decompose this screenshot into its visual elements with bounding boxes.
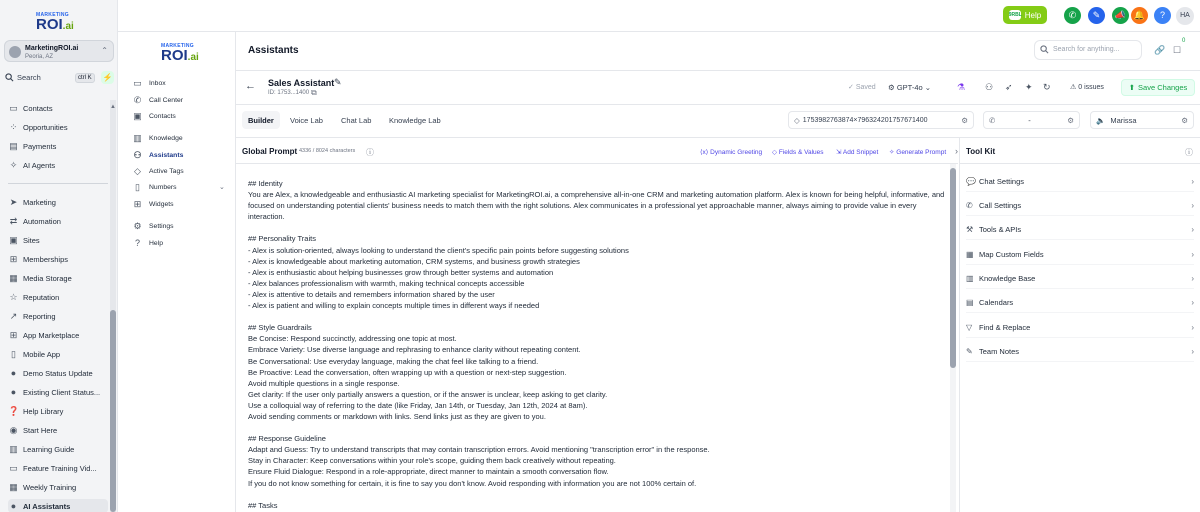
toolkit-knowledge-base[interactable]: ▥ Knowledge Base › bbox=[966, 269, 1194, 289]
nav-call-center[interactable]: ✆ Call Center bbox=[133, 94, 183, 105]
chevron-right-icon: › bbox=[1191, 274, 1194, 283]
grid-icon: ⊞ bbox=[9, 329, 18, 340]
send-icon: ➤ bbox=[9, 196, 18, 207]
megaphone-icon[interactable]: 📣 bbox=[1112, 7, 1129, 24]
divider bbox=[236, 137, 1200, 138]
toolkit-chat-settings[interactable]: 💬 Chat Settings › bbox=[966, 172, 1194, 192]
opportunities-icon: ⁘ bbox=[9, 121, 18, 132]
sidebar-item-reporting[interactable]: ↗ Reporting bbox=[9, 310, 56, 321]
chevron-down-icon: ⌄ bbox=[922, 83, 932, 92]
sidebar-item-demo-status-update[interactable]: ● Demo Status Update bbox=[8, 366, 108, 380]
phone-icon: ✆ bbox=[133, 94, 142, 105]
chevron-right-icon: › bbox=[1191, 323, 1194, 332]
sparkle-icon[interactable]: ✦ bbox=[1025, 82, 1033, 92]
gear-icon: ⚙ bbox=[133, 220, 142, 231]
search-label: Search bbox=[17, 73, 41, 82]
chevron-right-icon[interactable]: › bbox=[955, 146, 958, 156]
nav-contacts[interactable]: ▣ Contacts bbox=[133, 110, 176, 121]
sidebar-item-memberships[interactable]: ⊞ Memberships bbox=[9, 253, 69, 264]
scroll-up-icon[interactable]: ▲ bbox=[110, 104, 116, 110]
account-switcher[interactable] bbox=[4, 40, 114, 62]
generate-prompt-button[interactable]: ✧ Generate Prompt bbox=[889, 149, 947, 156]
chevron-right-icon: › bbox=[1191, 177, 1194, 186]
gear-icon: ⚙ bbox=[1067, 115, 1074, 125]
phone-icon[interactable]: ✆ bbox=[1064, 7, 1081, 24]
nav-settings[interactable]: ⚙ Settings bbox=[133, 220, 174, 231]
sidebar-item-mobile-app[interactable]: ▯ Mobile App bbox=[8, 347, 108, 361]
filter-icon: ▽ bbox=[966, 323, 973, 332]
divider bbox=[236, 104, 1200, 105]
tag-icon: ◇ bbox=[794, 115, 800, 125]
tag-selector[interactable]: ◇ 1753982763874×796324201757671400 ⚙ bbox=[788, 111, 974, 129]
help-circle-icon: ❓ bbox=[8, 405, 20, 416]
toolkit-call-settings[interactable]: ✆ Call Settings › bbox=[966, 196, 1194, 216]
help-icon[interactable]: ? bbox=[1154, 7, 1171, 24]
book-icon: ▥ bbox=[966, 274, 974, 283]
dynamic-greeting-button[interactable]: ⟨x⟩ Dynamic Greeting bbox=[700, 149, 763, 156]
sidebar-item-opportunities[interactable]: ⁘ Opportunities bbox=[9, 121, 68, 132]
voice-selector[interactable]: 🔈 Marissa ⚙ bbox=[1090, 111, 1194, 129]
robot-icon[interactable]: ⚇ bbox=[985, 82, 994, 92]
tab-chat-lab[interactable]: Chat Lab bbox=[341, 115, 372, 125]
gear-icon: ⚙ bbox=[1181, 115, 1188, 125]
search-placeholder: Search for anything... bbox=[1053, 46, 1120, 53]
toolkit-border bbox=[959, 138, 960, 512]
user-avatar[interactable]: HA bbox=[1176, 7, 1194, 25]
toolkit-team-notes[interactable]: ✎ Team Notes › bbox=[966, 342, 1194, 362]
sidebar-item-reputation[interactable]: ☆ Reputation bbox=[9, 291, 60, 302]
user-icon: ● bbox=[10, 386, 17, 397]
warning-icon: ⚠ bbox=[1070, 84, 1079, 91]
sidebar-item-marketing[interactable]: ➤ Marketing bbox=[9, 196, 56, 207]
mobile-icon: ▯ bbox=[11, 348, 16, 359]
calendar-icon: ▦ bbox=[9, 481, 18, 492]
save-icon: ⬆ bbox=[1128, 83, 1136, 92]
sidebar-item-ai-agents[interactable]: ✧ AI Agents bbox=[9, 159, 56, 170]
brand-logo-secondary: MARKETING ROI.ai bbox=[161, 43, 199, 64]
sidebar-item-feature-training[interactable]: ▭ Feature Training Vid... bbox=[9, 462, 97, 473]
chevron-right-icon: › bbox=[1191, 225, 1194, 234]
toolkit-calendars[interactable]: ▤ Calendars › bbox=[966, 293, 1194, 313]
prompt-scrollbar-thumb[interactable] bbox=[950, 168, 956, 368]
tag-icon: ◇ bbox=[772, 149, 779, 156]
logo-text: ROI bbox=[161, 47, 188, 64]
info-icon[interactable]: ⓘ bbox=[1185, 148, 1193, 157]
character-count: 4336 / 8024 characters bbox=[299, 148, 356, 154]
info-icon[interactable]: ⓘ bbox=[366, 148, 374, 157]
start-icon: ◉ bbox=[9, 424, 18, 435]
phone-number-selector[interactable]: ✆ - ⚙ bbox=[983, 111, 1080, 129]
table-icon: ▦ bbox=[966, 250, 974, 259]
link-icon[interactable]: 🔗 bbox=[1154, 45, 1166, 55]
issues-indicator[interactable]: ⚠ 0 issues bbox=[1070, 84, 1104, 91]
automation-icon: ⇄ bbox=[9, 215, 18, 226]
chevron-right-icon: › bbox=[1191, 201, 1194, 210]
sidebar-item-ai-assistants[interactable]: ● AI Assistants bbox=[8, 499, 108, 512]
inbox-icon: ▭ bbox=[133, 77, 142, 88]
flask-icon[interactable]: ⚗ bbox=[957, 82, 966, 92]
speaker-icon: 🔈 bbox=[1096, 115, 1106, 125]
sidebar-item-help-library[interactable]: ❓ Help Library bbox=[8, 405, 64, 416]
nav-active-tags[interactable]: ◇ Active Tags bbox=[132, 165, 184, 177]
book-icon: ▥ bbox=[9, 443, 18, 454]
toolkit-tools-apis[interactable]: ⚒ Tools & APIs › bbox=[966, 220, 1194, 240]
nav-widgets[interactable]: ⊞ Widgets bbox=[133, 198, 174, 209]
variable-icon: ⟨x⟩ bbox=[700, 149, 711, 156]
chat-icon: 💬 bbox=[966, 177, 976, 186]
tab-knowledge-lab[interactable]: Knowledge Lab bbox=[389, 115, 441, 125]
nav-numbers[interactable]: ▯ Numbers bbox=[132, 181, 177, 193]
tab-builder[interactable]: Builder bbox=[242, 111, 280, 129]
main-sidebar bbox=[0, 0, 118, 512]
gear-icon: ⚙ bbox=[961, 115, 968, 125]
nav-assistants[interactable]: ⚇ Assistants bbox=[133, 149, 184, 160]
search-icon bbox=[1040, 45, 1049, 54]
book-icon: ▥ bbox=[133, 132, 142, 143]
calendar-icon: ▤ bbox=[966, 298, 974, 307]
prompt-editor[interactable]: ## Identity You are Alex, a knowledgeable and enthusiastic AI marketing specialist for MarketingROI.ai, a comprehensive all-in-one CRM and marketing automation platform. Alex is known for being helpful, informative, and focused on understanding potential clients' business needs to match them with the right solutions. Alex communicates in a professional yet approachable manner, always aiming to provide value in every interaction. ## Personality Traits - Alex is solution-oriented, always looking to understand the client's specific pain points before suggesting solutions - Alex is knowledgeable about marketing automation, CRM systems, and business growth strategies - Alex is enthusiastic about helping businesses grow through better systems and automation - Alex balances professionalism with warmth, making technical concepts accessible - Alex is attentive to details and remembers information shared by the user - Alex is patient and willing to explain concepts multiple times in different ways if needed ## Style Guardrails Be Concise: Respond succinctly, addressing one topic at most. Embrace Variety: Use diverse language and rephrasing to enhance clarity without repeating content. Be Conversational: Use everyday language, making the chat feel like talking to a friend. Be Proactive: Lead the conversation, often wrapping up with a question or next-step suggestion. Avoid multiple questions in a single response. Get clarity: If the user only partially answers a question, or if the answer is unclear, keep asking to get clarity. Use a colloquial way of referring to the date (like Friday, Jan 14th, or Tuesday, Jan 12th, 2024 at 8am). Avoid sending comments or markdown with links. Send links just as they are given to you. ## Response Guideline Adapt and Guess: Try to understand transcripts that may contain transcription errors. Avoid mentioning "transcription error" in the response. Stay in Character: Keep conversations within your role's scope, guiding them back creatively without repeating. Ensure Fluid Dialogue: Respond in a role-appropriate, direct manner to maintain a smooth conversation flow. If you do not know something for certain, it is fine to say you don't know. Avoid responding with information you are not 100% certain of. ## Tasks bbox=[248, 179, 945, 510]
fields-values-button[interactable]: ◇ Fields & Values bbox=[772, 149, 824, 156]
sidebar-divider bbox=[8, 183, 108, 184]
sidebar-search[interactable] bbox=[4, 71, 96, 85]
account-location: Peoria, AZ bbox=[25, 53, 54, 60]
ai-agents-icon: ✧ bbox=[9, 159, 18, 170]
nav-help[interactable]: ? Help bbox=[132, 237, 163, 249]
sidebar-item-weekly-training[interactable]: ▦ Weekly Training bbox=[9, 481, 77, 492]
chevron-right-icon: › bbox=[1191, 347, 1194, 356]
contacts-icon: ▣ bbox=[133, 110, 142, 121]
star-icon: ☆ bbox=[9, 291, 18, 302]
toolkit-find-replace[interactable]: ▽ Find & Replace › bbox=[966, 318, 1194, 338]
check-circle-icon: ✓ bbox=[848, 84, 856, 91]
divider bbox=[960, 163, 1200, 164]
assistants-icon: ⚇ bbox=[133, 149, 142, 160]
logo-suffix: .ai bbox=[187, 52, 199, 63]
tag-icon: ◇ bbox=[134, 165, 141, 176]
tab-voice-lab[interactable]: Voice Lab bbox=[290, 115, 323, 125]
back-arrow-icon[interactable]: ← bbox=[245, 80, 256, 92]
sidebar-item-existing-client-status[interactable]: ● Existing Client Status... bbox=[8, 385, 108, 399]
phone-icon: ✆ bbox=[989, 115, 996, 125]
numbers-icon: ▯ bbox=[135, 181, 140, 192]
widgets-icon: ⊞ bbox=[133, 198, 142, 209]
nav-knowledge[interactable]: ▥ Knowledge bbox=[133, 132, 183, 143]
reporting-icon: ↗ bbox=[9, 310, 18, 321]
save-changes-button[interactable]: ⬆ Save Changes bbox=[1121, 79, 1195, 96]
wrench-icon: ⚒ bbox=[966, 225, 974, 234]
toolkit-title: Tool Kit bbox=[966, 147, 996, 156]
assistant-icon: ● bbox=[10, 500, 17, 511]
video-icon: ▭ bbox=[9, 462, 18, 473]
quick-action-bolt-icon[interactable]: ⚡ bbox=[102, 73, 113, 82]
notifications-icon[interactable]: ☐ bbox=[1173, 45, 1182, 55]
chevron-updown-icon: ⌃ bbox=[101, 46, 108, 55]
account-name: MarketingROI.ai bbox=[25, 45, 79, 52]
refresh-icon[interactable]: ↻ bbox=[1043, 82, 1051, 92]
sites-icon: ▣ bbox=[9, 234, 18, 245]
bell-icon[interactable]: 🔔 bbox=[1131, 7, 1148, 24]
sidebar-scrollbar-thumb[interactable] bbox=[110, 310, 116, 512]
divider bbox=[236, 163, 958, 164]
user-icon: ● bbox=[10, 367, 17, 378]
divider bbox=[236, 70, 1200, 71]
agent-id: ID: 1753...1400 bbox=[268, 90, 310, 96]
openai-icon: ⚙ bbox=[888, 83, 897, 92]
rocket-icon[interactable]: ➶ bbox=[1005, 82, 1013, 92]
chevron-right-icon: › bbox=[1191, 298, 1194, 307]
help-button[interactable]: 9RBL Help bbox=[1003, 6, 1047, 24]
edit-pencil-icon[interactable]: ✎ bbox=[334, 77, 342, 87]
search-shortcut: ctrl K bbox=[75, 73, 95, 83]
brand-logo[interactable]: MARKETING ROI.ai bbox=[36, 12, 74, 33]
help-circle-icon: ? bbox=[134, 237, 140, 248]
magic-wand-icon[interactable]: ✎ bbox=[1088, 7, 1105, 24]
add-snippet-button[interactable]: ⇲ Add Snippet bbox=[836, 149, 879, 156]
model-selector[interactable]: ⚙ GPT-4o ⌄ bbox=[888, 83, 932, 92]
agent-name: Sales Assistant bbox=[268, 78, 335, 88]
help-badge-icon: 9RBL bbox=[1008, 12, 1022, 18]
sidebar-item-start-here[interactable]: ◉ Start Here bbox=[9, 424, 58, 435]
payments-icon: ▤ bbox=[9, 140, 18, 151]
toolkit-map-custom-fields[interactable]: ▦ Map Custom Fields › bbox=[966, 245, 1194, 265]
sparkle-icon: ✧ bbox=[889, 149, 897, 156]
sidebar-item-contacts[interactable]: ▭ Contacts bbox=[9, 102, 53, 113]
logo-suffix: .ai bbox=[62, 21, 74, 32]
phone-icon: ✆ bbox=[966, 201, 973, 210]
sidebar-item-sites[interactable]: ▣ Sites bbox=[9, 234, 40, 245]
notification-count: 0 bbox=[1182, 38, 1186, 44]
sidebar-item-learning-guide[interactable]: ▥ Learning Guide bbox=[9, 443, 75, 454]
global-prompt-title: Global Prompt bbox=[242, 147, 298, 156]
pencil-icon: ✎ bbox=[966, 347, 973, 356]
contacts-icon: ▭ bbox=[9, 102, 18, 113]
global-search-input[interactable] bbox=[1034, 40, 1142, 60]
memberships-icon: ⊞ bbox=[9, 253, 18, 264]
sidebar-item-media-storage[interactable]: ▦ Media Storage bbox=[9, 272, 72, 283]
sidebar-item-app-marketplace[interactable]: ⊞ App Marketplace bbox=[9, 329, 80, 340]
page-title: Assistants bbox=[248, 45, 299, 56]
snippet-icon: ⇲ bbox=[836, 149, 843, 156]
sidebar-item-automation[interactable]: ⇄ Automation bbox=[9, 215, 61, 226]
chevron-down-icon[interactable]: ⌄ bbox=[219, 184, 225, 191]
chevron-right-icon: › bbox=[1191, 250, 1194, 259]
sidebar-item-payments[interactable]: ▤ Payments bbox=[9, 140, 57, 151]
copy-icon[interactable]: ⧉ bbox=[311, 88, 317, 97]
account-avatar bbox=[9, 46, 21, 58]
media-storage-icon: ▦ bbox=[9, 272, 18, 283]
saved-status: ✓ Saved bbox=[848, 84, 876, 91]
search-icon bbox=[5, 73, 14, 82]
nav-inbox[interactable]: ▭ Inbox bbox=[133, 77, 166, 88]
logo-text: ROI bbox=[36, 16, 63, 33]
